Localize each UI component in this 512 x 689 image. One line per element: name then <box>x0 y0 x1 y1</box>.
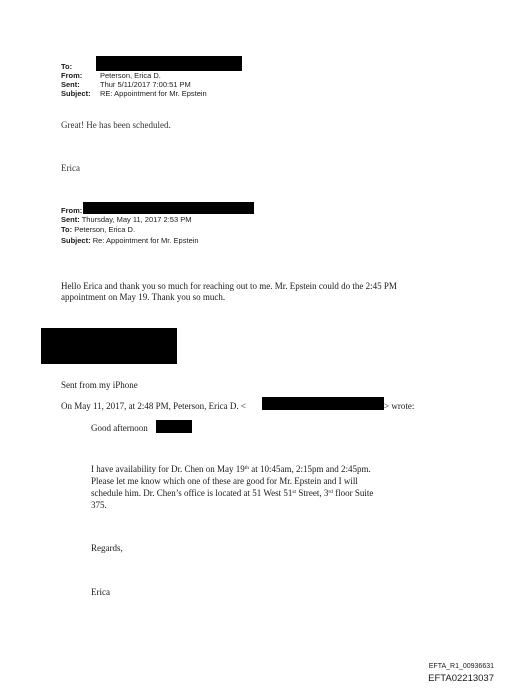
redaction-greeting-name <box>156 420 192 433</box>
reply1-line1: Great! He has been scheduled. <box>61 120 171 130</box>
from-row-2 <box>61 206 82 215</box>
quoted-p1-a: I have availability for Dr. Chen on May 19 <box>91 464 245 474</box>
redaction-email <box>262 397 384 410</box>
to-label: To: <box>61 62 73 71</box>
quoted-p2: Please let me know which one of these are good for Mr. Epstein and I will <box>91 476 358 486</box>
reply2-line1: Hello Erica and thank you so much for reaching out to me. Mr. Epstein could do the 2:45 PM <box>61 281 397 291</box>
quote-intro-start: On May 11, 2017, at 2:48 PM, Peterson, Erica D. < <box>61 401 246 411</box>
from-label: From: <box>61 71 83 80</box>
quoted-signature: Erica <box>91 587 110 597</box>
to-row <box>61 62 100 71</box>
quoted-p3-sup1: st <box>292 489 297 495</box>
sent-label-2: Sent: <box>61 215 80 224</box>
from-label-2: From: <box>61 206 83 215</box>
redaction-from-2 <box>83 202 254 214</box>
sent-value-2: Thursday, May 11, 2017 2:53 PM <box>81 215 192 224</box>
to-row-2 <box>61 225 135 234</box>
reply1-signature: Erica <box>61 163 80 173</box>
quote-intro-end: > wrote: <box>384 401 415 411</box>
subject-row-2 <box>61 236 199 245</box>
quoted-p1-b: at 10:45am, 2:15pm and 2:45pm. <box>249 464 371 474</box>
sent-label: Sent: <box>61 80 80 89</box>
quoted-greeting: Good afternoon <box>91 423 148 433</box>
from-row <box>61 71 161 80</box>
subject-value: RE: Appointment for Mr. Epstein <box>100 89 207 98</box>
quoted-p3 <box>91 488 373 499</box>
subject-value-2: Re: Appointment for Mr. Epstein <box>92 236 199 245</box>
quoted-closing: Regards, <box>91 543 123 553</box>
quoted-p1-sup1: th <box>244 465 249 471</box>
to-value-2: Peterson, Erica D. <box>74 225 136 234</box>
from-value: Peterson, Erica D. <box>100 71 161 80</box>
subject-row <box>61 89 207 98</box>
sent-from-iphone: Sent from my iPhone <box>61 380 138 390</box>
redaction-block <box>41 328 177 364</box>
reply2-line2: appointment on May 19. Thank you so much. <box>61 292 226 302</box>
quoted-p3-a: schedule him. Dr. Chen’s office is located at 51 West 51 <box>91 488 293 498</box>
footer-id-1: EFTA_R1_00936631 <box>428 663 494 670</box>
quoted-p1 <box>91 464 371 475</box>
subject-label-2: Subject: <box>61 236 91 245</box>
to-label-2: To: <box>61 225 73 234</box>
quoted-p4: 375. <box>91 500 107 510</box>
sent-row <box>61 80 191 89</box>
sent-row-2 <box>61 215 191 224</box>
footer-id-2: EFTA02213037 <box>428 673 494 684</box>
sent-value: Thur 5/11/2017 7:00:51 PM <box>100 80 191 89</box>
redaction-to <box>96 56 242 71</box>
quoted-p3-b: Street, 3 <box>296 488 329 498</box>
quoted-p3-c: floor Suite <box>332 488 374 498</box>
subject-label: Subject: <box>61 89 91 98</box>
quoted-p3-sup2: rd <box>328 489 333 495</box>
